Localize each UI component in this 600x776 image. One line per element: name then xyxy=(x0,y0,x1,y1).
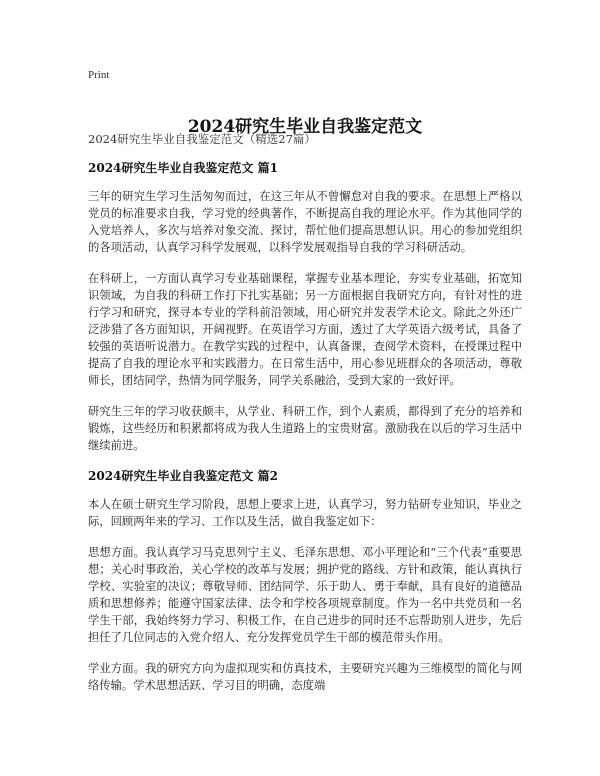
print-link[interactable]: Print xyxy=(88,69,110,81)
paragraph: 思想方面。我认真学习马克思列宁主义、毛泽东思想、邓小平理论和“三个代表”重要思想；关心时事政治，关心学校的改革与发展；拥护党的路线、方针和政策，能认真执行学校、实验室的决议；尊敬导师、团结同学、乐于助人、勇于奉献，具有良好的道德品质和思想修养；能遵守国家法律、法令和学校各项规章制度。作为一名中共党员和一名学生干部，我始终努力学习、积极工作，在自己进步的同时还不忘帮助别人进步，先后担任了几位同志的入党介绍人、充分发挥党员学生干部的模范带头作用。 xyxy=(88,546,522,644)
document-subtitle: 2024研究生毕业自我鉴定范文（精选27篇） xyxy=(88,132,316,146)
section-heading: 2024研究生毕业自我鉴定范文 篇2 xyxy=(88,469,278,483)
section-1 xyxy=(88,160,522,454)
section-heading: 2024研究生毕业自我鉴定范文 篇1 xyxy=(88,161,278,175)
paragraph: 在科研上，一方面认真学习专业基础课程，掌握专业基本理论，夯实专业基础，拓宽知识领域，为自我的科研工作打下扎实基础；另一方面根据自我研究方向，有针对性的进行学习和研究，探寻本专业的学科前沿领域，用心研究并发表学术论文。除此之外还广泛涉猎了各方面知识，开阔视野。在英语学习方面，透过了大学英语六级考试，具备了较强的英语听说潜力。在教学实践的过程中，认真备课，查阅学术资料，在授课过程中提高了自我的理论水平和实践潜力。在日常生活中，用心参见班群众的各项活动，尊敬师长，团结同学，热情为同学服务，同学关系融洽，受到大家的一致好评。 xyxy=(88,272,522,387)
paragraph: 三年的研究生学习生活匆匆而过，在这三年从不曾懈怠对自我的要求。在思想上严格以党员的标准要求自我，学习党的经典著作，不断提高自我的理论水平。作为其他同学的入党培养人，多次与培养对象交流、探讨，帮忙他们提高思想认识。用心的参加党组织的各项活动，认真学习科学发展观，以科学发展观指导自我的学习科研活动。 xyxy=(88,190,522,254)
paragraph: 本人在硕士研究生学习阶段，思想上要求上进，认真学习，努力钻研专业知识，毕业之际，回顾两年来的学习、工作以及生活，做自我鉴定如下： xyxy=(88,498,522,528)
document-content xyxy=(88,160,522,708)
document-title: 2024研究生毕业自我鉴定范文 xyxy=(187,117,423,138)
paragraph: 研究生三年的学习收获颇丰，从学业、科研工作，到个人素质，都得到了充分的培养和锻炼，这些经历和积累都将成为我人生道路上的宝贵财富。激励我在以后的学习生活中继续前进。 xyxy=(88,405,522,452)
paragraph: 学业方面。我的研究方向为虚拟现实和仿真技术，主要研究兴趣为三维模型的简化与网络传输。学术思想活跃、学习目的明确，态度端 xyxy=(88,662,522,692)
section-2 xyxy=(88,468,522,694)
